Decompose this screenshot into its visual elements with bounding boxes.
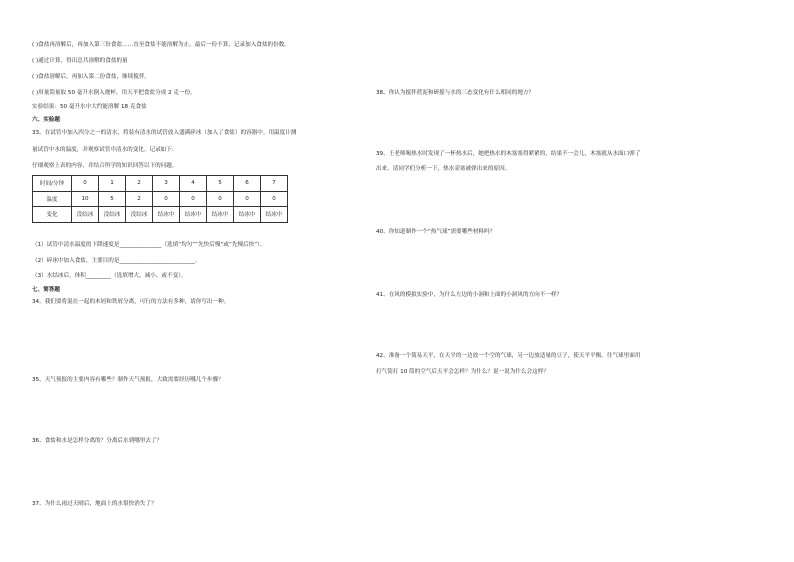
table-cell: 0 [261, 191, 288, 207]
table-cell: 结冰中 [207, 207, 234, 223]
step-line: ( )通过计算，得出总共溶解的食盐的量 [32, 58, 128, 64]
question-33-sub: （3）水结冰后，体积_________（选填增大、减小、或不变）。 [32, 273, 187, 279]
question-36: 36、食盐和水是怎样分离的？分离后水到哪里去了？ [32, 438, 163, 444]
question-35: 35、天气预报的主要内容有哪些？制作天气预报，大致需要经历哪几个步骤？ [32, 377, 224, 383]
table-cell: 0 [180, 191, 207, 207]
experiment-result: 实验结果：50 毫升水中大约能溶解 18 克食盐 [32, 104, 147, 110]
section-title-experiment: 六、实验题 [32, 117, 60, 123]
question-41: 41、在风的模拟实验中，为什么左边的小洞和上面的小洞风的方向不一样？ [376, 292, 563, 298]
table-cell: 0 [234, 191, 261, 207]
table-cell: 7 [261, 176, 288, 192]
table-row [33, 176, 288, 192]
step-line: ( )食盐溶解后，再加入第二份食盐，继续搅拌。 [32, 74, 151, 80]
table-cell: 没结冰 [99, 207, 126, 223]
table-cell: 5 [207, 176, 234, 192]
question-33-line: 仔细观察上表的内容，并结合所学的知识回答以下的问题。 [32, 163, 178, 169]
table-cell: 3 [153, 176, 180, 192]
question-37: 37、为什么雨过天晴后，地面上的水很快消失了？ [32, 501, 157, 507]
table-row [33, 207, 288, 223]
table-cell: 1 [99, 176, 126, 192]
question-38: 38、你认为搅拌蔗泥和研搅与水的三态变化有什么相同的地方？ [376, 90, 535, 96]
row-label: 温度 [33, 191, 72, 207]
table-cell: 结冰中 [180, 207, 207, 223]
row-label: 变化 [33, 207, 72, 223]
question-40: 40、你知道制作一个“热气球”需要哪些材料吗？ [376, 229, 496, 235]
question-33-line: 33、在试管中加入四分之一的清水，将装有清水的试管放入盛满碎冰（加入了食盐）的容器中。用温度计测 [32, 130, 297, 136]
table-cell: 2 [126, 176, 153, 192]
table-cell: 4 [180, 176, 207, 192]
section-title-short-answer: 七、简答题 [32, 287, 60, 293]
table-row [33, 191, 288, 207]
table-cell: 2 [126, 191, 153, 207]
table-cell: 结冰中 [153, 207, 180, 223]
table-cell: 0 [153, 191, 180, 207]
table-cell: 5 [99, 191, 126, 207]
question-33-sub: （1）试管中清水温度的下降速度是_______________（选填“均匀”“先快后慢”或“先慢后快”）。 [32, 242, 266, 248]
question-33-sub: （2）碎冰中加入食盐，主要目的是___________________________。 [32, 258, 201, 264]
table-cell: 没结冰 [126, 207, 153, 223]
step-line: ( )食盐再溶解后，再加入第三份食盐……直至食盐不能溶解为止，最后一份不算，记录加入食盐的份数。 [32, 42, 290, 48]
question-42-line: 打气筒打 10 筒的空气后天平会怎样？为什么？说一说为什么会这样？ [376, 369, 549, 375]
table-cell: 0 [72, 176, 99, 192]
table-cell: 6 [234, 176, 261, 192]
question-39-line: 出来。请同学们分析一下，热水壶塞被弹出来的原因。 [376, 166, 511, 172]
question-34: 34、我们要将混在一起的木屑和铁屑分离，可行的方法有多种，请你写出一种。 [32, 299, 230, 305]
step-line: ( )用量筒量取 50 毫升水倒入烧杯，用天平把食盐分成 2 克一份。 [32, 90, 196, 96]
table-cell: 0 [207, 191, 234, 207]
observation-table [32, 175, 288, 223]
table-cell: 结冰中 [234, 207, 261, 223]
question-33-line: 量试管中水的温度，并观察试管中清水的变化。记录如下: [32, 147, 174, 153]
table-cell: 10 [72, 191, 99, 207]
question-39-line: 39、王老师喝热水时发现了一杯热水后，她把热水的木塞塞得紧紧的，结果不一会儿，木塞就从水面口弹了 [376, 151, 641, 157]
row-label: 时间/分钟 [33, 176, 72, 192]
question-42-line: 42、准备一个简易天平，在天平的一边放一个空的气球，另一边放适量的豆子，使天平平衡。往气球里面用 [376, 353, 641, 359]
table-cell: 没结冰 [72, 207, 99, 223]
table-cell: 结冰中 [261, 207, 288, 223]
